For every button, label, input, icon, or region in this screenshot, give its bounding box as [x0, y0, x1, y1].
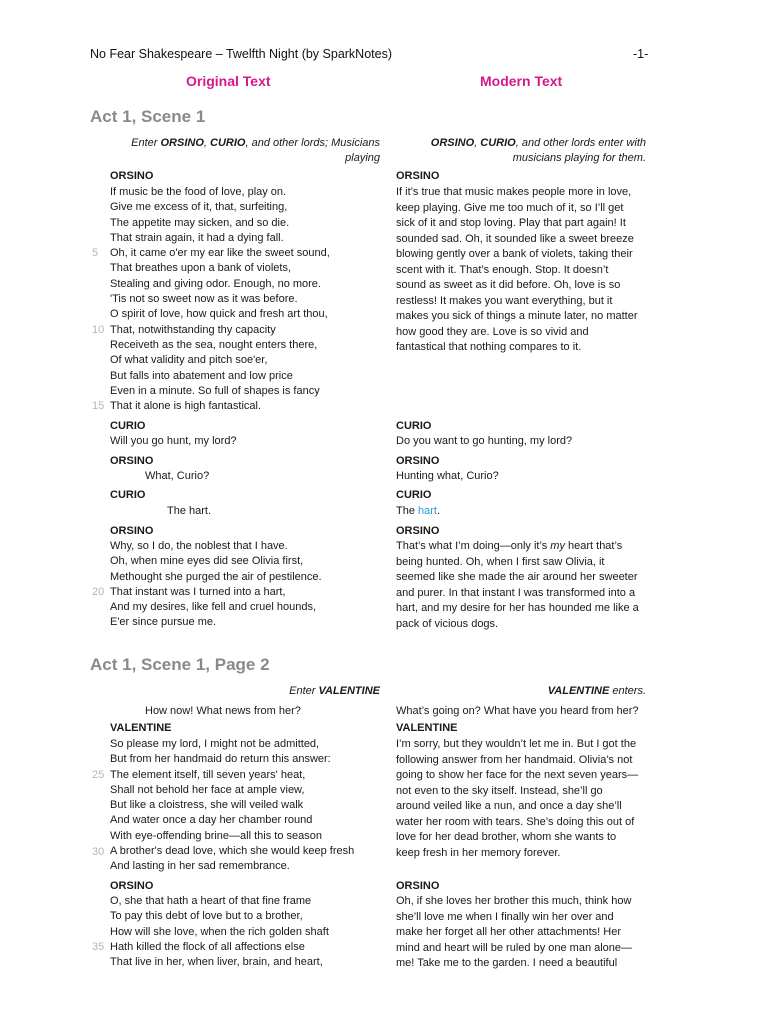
- verse-line: If music be the food of love, play on.: [110, 186, 287, 198]
- stage-direction-modern: ORSINO, CURIO, and other lords enter with musicians playing for them.: [430, 137, 646, 164]
- modern-line: seemed like she made the air around her sweeter: [396, 571, 638, 583]
- modern-line: going to show her face for the next seven years—: [396, 769, 639, 781]
- modern-line: how good they are. Love is so vivid and: [396, 325, 589, 338]
- verse-line: Oh, it came o'er my ear like the sweet sound,: [110, 247, 330, 260]
- hart-link[interactable]: hart: [418, 505, 437, 517]
- modern-line: following answer from her handmaid. Olivia’s not: [396, 753, 633, 766]
- speaker-orsino: ORSINO: [396, 880, 440, 892]
- verse-line: And my desires, like fell and cruel hounds,: [110, 601, 317, 614]
- verse-line: The appetite may sicken, and so die.: [110, 216, 290, 229]
- line-number: 30: [92, 846, 105, 858]
- modern-line: mind and heart will be ruled by one man alone—: [396, 941, 633, 954]
- modern-line: hart, and my desire for her has hounded me like a: [396, 602, 639, 614]
- modern-line: scent with it. That’s enough. Stop. It doesn’t: [396, 263, 609, 276]
- verse-line: The element itself, till seven years' heat,: [110, 768, 306, 781]
- modern-line: blowing gently over a bank of violets, taking their: [396, 248, 633, 260]
- verse-line: Will you go hunt, my lord?: [110, 435, 237, 447]
- stage-direction-modern: VALENTINE enters.: [547, 685, 646, 697]
- verse-line: Why, so I do, the noblest that I have.: [110, 540, 288, 552]
- verse-line: How now! What news from her?: [145, 705, 301, 717]
- modern-text-heading: Modern Text: [480, 73, 563, 89]
- original-text-heading: Original Text: [186, 73, 271, 89]
- verse-line: O spirit of love, how quick and fresh art thou,: [110, 308, 328, 321]
- line-number: 5: [92, 247, 99, 259]
- verse-line: So please my lord, I might not be admitted,: [110, 738, 320, 750]
- verse-line: Even in a minute. So full of shapes is fancy: [110, 384, 320, 397]
- modern-line: If it’s true that music makes people more in love,: [396, 186, 632, 198]
- verse-line: That it alone is high fantastical.: [110, 400, 262, 413]
- modern-line: not even to the sky itself. Instead, she’ll go: [396, 784, 603, 797]
- speaker-orsino: ORSINO: [110, 455, 154, 467]
- speaker-orsino: ORSINO: [110, 525, 154, 537]
- speaker-orsino: ORSINO: [110, 880, 154, 892]
- valentine-speech-modern: [396, 737, 638, 861]
- verse-line: But falls into abatement and low price: [110, 369, 293, 382]
- verse-line: That instant was I turned into a hart,: [110, 585, 286, 598]
- modern-line: she’ll love me when I finally win her over and: [396, 910, 614, 923]
- verse-line: 'Tis not so sweet now as it was before.: [110, 293, 298, 306]
- modern-line: me! Take me to the garden. I need a beautiful: [396, 957, 618, 969]
- modern-line: That’s what I’m doing—only it’s my heart that’s: [396, 540, 623, 552]
- modern-line: keep fresh in her memory forever.: [396, 846, 561, 859]
- speaker-curio: CURIO: [396, 420, 432, 432]
- modern-line: around veiled like a nun, and once a day she’ll: [396, 800, 622, 812]
- verse-line: O, she that hath a heart of that fine frame: [110, 895, 312, 907]
- verse-line: How will she love, when the rich golden shaft: [110, 925, 329, 938]
- modern-line: Hunting what, Curio?: [396, 470, 499, 482]
- modern-line: What’s going on? What have you heard from her?: [396, 705, 639, 717]
- speaker-orsino: ORSINO: [110, 170, 154, 182]
- speaker-curio: CURIO: [110, 489, 146, 501]
- verse-line: That, notwithstanding thy capacity: [110, 323, 276, 336]
- modern-line: fantastical that nothing compares to it.: [396, 341, 582, 353]
- verse-line: To pay this debt of love but to a brother,: [110, 910, 303, 923]
- verse-line: And water once a day her chamber round: [110, 814, 313, 827]
- verse-line: That live in her, when liver, brain, and heart,: [110, 956, 323, 969]
- modern-line: Do you want to go hunting, my lord?: [396, 435, 573, 447]
- line-number: 35: [92, 941, 105, 953]
- modern-line: keep playing. Give me too much of it, so I’ll get: [396, 201, 624, 214]
- verse-line: But from her handmaid do return this answer:: [110, 753, 331, 766]
- modern-line: sounded sad. Oh, it sounded like a sweet breeze: [396, 232, 634, 245]
- modern-line: restless! It makes you want everything, but it: [396, 294, 613, 307]
- line-number: 20: [92, 586, 105, 598]
- modern-line: being hunted. Oh, when I first saw Olivia, it: [396, 555, 605, 568]
- modern-line: I’m sorry, but they wouldn’t let me in. But I got the: [396, 738, 637, 750]
- scene-heading: Act 1, Scene 1, Page 2: [90, 655, 270, 674]
- speaker-orsino: ORSINO: [396, 170, 440, 182]
- verse-line: Of what validity and pitch soe'er,: [110, 354, 268, 367]
- verse-line: Shall not behold her face at ample view,: [110, 783, 305, 796]
- verse-line: With eye-offending brine—all this to season: [110, 829, 322, 842]
- modern-line: water her room with tears. She’s doing this out of: [396, 815, 635, 828]
- speaker-valentine: VALENTINE: [396, 722, 458, 734]
- verse-line: Methought she purged the air of pestilence.: [110, 570, 322, 583]
- line-number: 10: [92, 324, 105, 336]
- orsino-speech-modern: [396, 539, 639, 632]
- verse-line: Stealing and giving odor. Enough, no more.: [110, 277, 321, 290]
- verse-line: Receiveth as the sea, nought enters there,: [110, 338, 318, 351]
- line-number: 25: [92, 769, 105, 781]
- verse-line: Give me excess of it, that, surfeiting,: [110, 201, 288, 214]
- modern-line: makes you sick of things a minute later, no matter: [396, 310, 638, 322]
- valentine-speech-original: [110, 737, 354, 875]
- modern-line: Oh, if she loves her brother this much, think how: [396, 895, 632, 907]
- verse-line: Hath killed the flock of all affections else: [110, 940, 305, 953]
- scene-heading: Act 1, Scene 1: [90, 107, 206, 126]
- speaker-orsino: ORSINO: [396, 525, 440, 537]
- modern-line: and purer. In that instant I was transformed into a: [396, 586, 636, 599]
- verse-line: That strain again, it had a dying fall.: [110, 231, 284, 244]
- modern-line: make her forget all her other attachments! Her: [396, 926, 621, 938]
- modern-line: sound as sweet as it did before. Oh, love is so: [396, 279, 621, 291]
- line-number: 15: [92, 400, 105, 412]
- speaker-valentine: VALENTINE: [110, 722, 172, 734]
- page-number: -1-: [633, 47, 649, 61]
- orsino-speech-original: [110, 894, 329, 970]
- speaker-curio: CURIO: [110, 420, 146, 432]
- orsino-speech-original: [110, 539, 322, 631]
- verse-line: The hart.: [167, 505, 212, 517]
- modern-line: love for her dead brother, whom she wants to: [396, 831, 617, 843]
- speaker-curio: CURIO: [396, 489, 432, 501]
- verse-line: But like a cloistress, she will veiled walk: [110, 799, 304, 812]
- modern-line: pack of vicious dogs.: [396, 617, 499, 630]
- orsino-speech-modern: [396, 185, 638, 356]
- verse-line: And lasting in her sad remembrance.: [110, 860, 290, 873]
- modern-line: sick of it and stop loving. Play that part again! It: [396, 217, 626, 229]
- modern-line: The hart.: [396, 505, 441, 517]
- orsino-speech-modern: [396, 894, 632, 972]
- orsino-speech-original: [110, 185, 330, 414]
- speaker-orsino: ORSINO: [396, 455, 440, 467]
- verse-line: A brother's dead love, which she would keep fresh: [110, 845, 355, 858]
- stage-direction-original: Enter VALENTINE: [289, 685, 380, 697]
- stage-direction-original: Enter ORSINO, CURIO, and other lords; Musicians playing: [131, 137, 380, 164]
- verse-line: That breathes upon a bank of violets,: [110, 262, 292, 275]
- document-title: No Fear Shakespeare – Twelfth Night (by SparkNotes): [90, 47, 392, 61]
- verse-line: E'er since pursue me.: [110, 616, 217, 629]
- verse-line: What, Curio?: [145, 470, 210, 482]
- verse-line: Oh, when mine eyes did see Olivia first,: [110, 555, 304, 568]
